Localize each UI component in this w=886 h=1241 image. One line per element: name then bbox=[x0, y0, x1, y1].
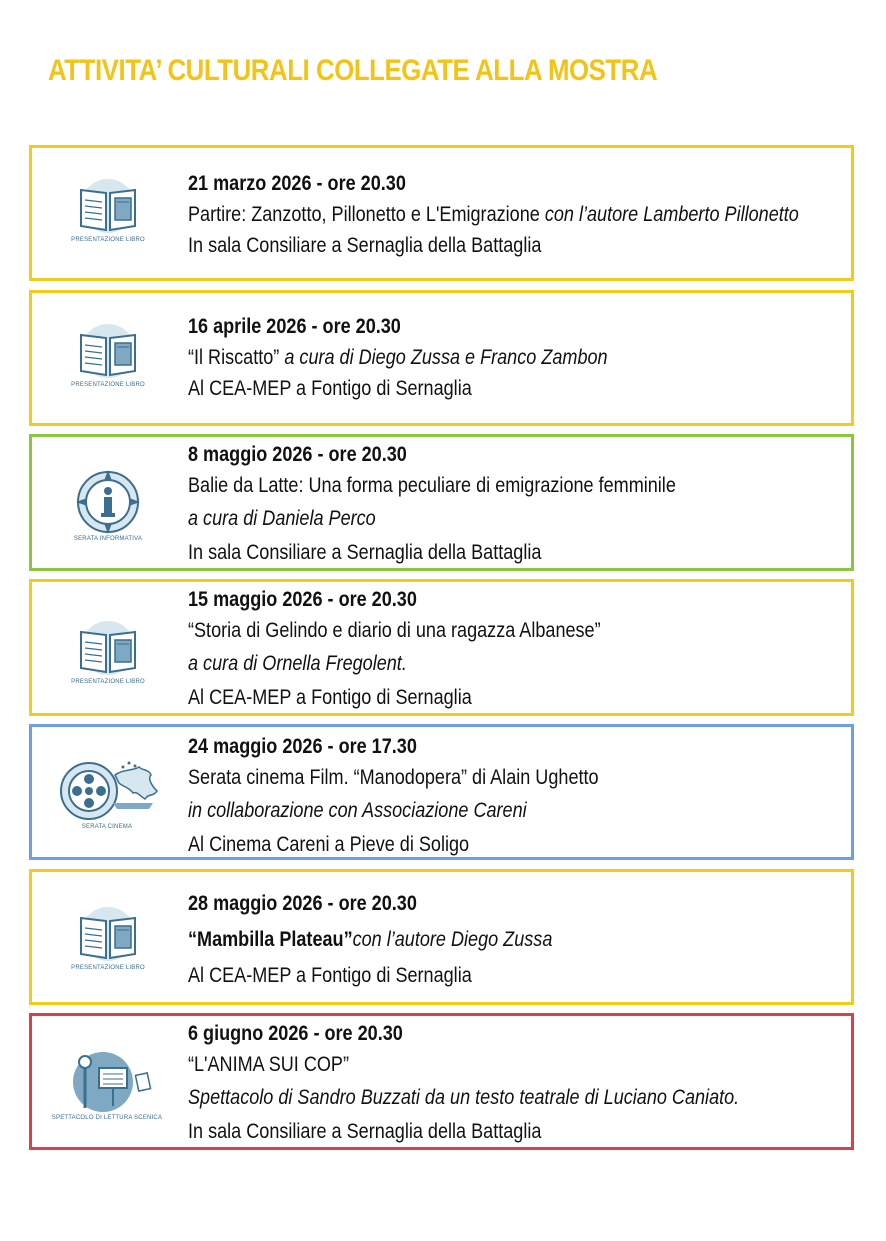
event-place: Al CEA-MEP a Fontigo di Sernaglia bbox=[188, 964, 472, 987]
event-date: 24 maggio 2026 - ore 17.30 bbox=[188, 735, 417, 758]
icon-caption: SERATA CINEMA bbox=[81, 824, 133, 830]
event-date: 16 aprile 2026 - ore 20.30 bbox=[188, 315, 401, 338]
event-title: “Il Riscatto” bbox=[188, 346, 280, 369]
event-card bbox=[29, 290, 854, 426]
event-text bbox=[188, 1018, 842, 1147]
event-card bbox=[29, 579, 854, 716]
event-date: 8 maggio 2026 - ore 20.30 bbox=[188, 443, 407, 466]
event-title: Partire: Zanzotto, Pillonetto e L'Emigrazione bbox=[188, 203, 540, 226]
event-place: In sala Consiliare a Sernaglia della Battaglia bbox=[188, 1120, 542, 1143]
event-credit: in collaborazione con Associazione Careni bbox=[188, 799, 527, 822]
event-text bbox=[188, 311, 842, 404]
event-title: Balie da Latte: Una forma peculiare di emigrazione femminile bbox=[188, 474, 676, 497]
event-card bbox=[29, 724, 854, 860]
icon-caption: SERATA INFORMATIVA bbox=[73, 536, 143, 542]
event-card bbox=[29, 869, 854, 1005]
event-text bbox=[188, 584, 842, 713]
event-place: Al CEA-MEP a Fontigo di Sernaglia bbox=[188, 377, 472, 400]
icon-caption: PRESENTAZIONE LIBRO bbox=[71, 679, 145, 685]
book-icon bbox=[60, 906, 156, 986]
info-compass-icon bbox=[60, 469, 156, 549]
event-text bbox=[188, 886, 842, 994]
event-title: “Storia di Gelindo e diario di una ragazza Albanese” bbox=[188, 619, 601, 642]
event-date: 15 maggio 2026 - ore 20.30 bbox=[188, 588, 417, 611]
event-place: Al CEA-MEP a Fontigo di Sernaglia bbox=[188, 686, 472, 709]
event-place: Al Cinema Careni a Pieve di Soligo bbox=[188, 833, 470, 856]
event-credit: a cura di Ornella Fregolent. bbox=[188, 652, 407, 675]
event-title: “Mambilla Plateau” bbox=[188, 928, 353, 951]
page-title: ATTIVITA’ CULTURALI COLLEGATE ALLA MOSTRA bbox=[48, 54, 658, 87]
event-card bbox=[29, 145, 854, 281]
event-credit: con l’autore Diego Zussa bbox=[352, 928, 553, 951]
icon-caption: PRESENTAZIONE LIBRO bbox=[71, 237, 145, 243]
event-card bbox=[29, 1013, 854, 1150]
event-credit: a cura di Daniela Perco bbox=[188, 507, 376, 530]
book-icon bbox=[60, 178, 156, 258]
event-text bbox=[188, 439, 842, 568]
event-place: In sala Consiliare a Sernaglia della Battaglia bbox=[188, 234, 542, 257]
event-date: 21 marzo 2026 - ore 20.30 bbox=[188, 172, 406, 195]
event-credit: con l’autore Lamberto Pillonetto bbox=[544, 203, 799, 226]
event-text bbox=[188, 731, 842, 860]
event-title: Serata cinema Film. “Manodopera” di Alain Ughetto bbox=[188, 766, 599, 789]
icon-caption: SPETTACOLO DI LETTURA SCENICA bbox=[51, 1115, 163, 1121]
event-text bbox=[188, 168, 842, 261]
event-credit: a cura di Diego Zussa e Franco Zambon bbox=[284, 346, 608, 369]
icon-caption: PRESENTAZIONE LIBRO bbox=[71, 965, 145, 971]
event-card bbox=[29, 434, 854, 571]
event-place: In sala Consiliare a Sernaglia della Battaglia bbox=[188, 541, 542, 564]
music-stand-icon bbox=[48, 1050, 166, 1130]
event-title: “L'ANIMA SUI COP” bbox=[188, 1053, 350, 1076]
book-icon bbox=[60, 323, 156, 403]
event-date: 28 maggio 2026 - ore 20.30 bbox=[188, 892, 417, 915]
film-reel-icon bbox=[52, 757, 162, 837]
icon-caption: PRESENTAZIONE LIBRO bbox=[71, 382, 145, 388]
event-date: 6 giugno 2026 - ore 20.30 bbox=[188, 1022, 403, 1045]
book-icon bbox=[60, 620, 156, 700]
event-credit: Spettacolo di Sandro Buzzati da un testo teatrale di Luciano Caniato. bbox=[188, 1086, 740, 1109]
